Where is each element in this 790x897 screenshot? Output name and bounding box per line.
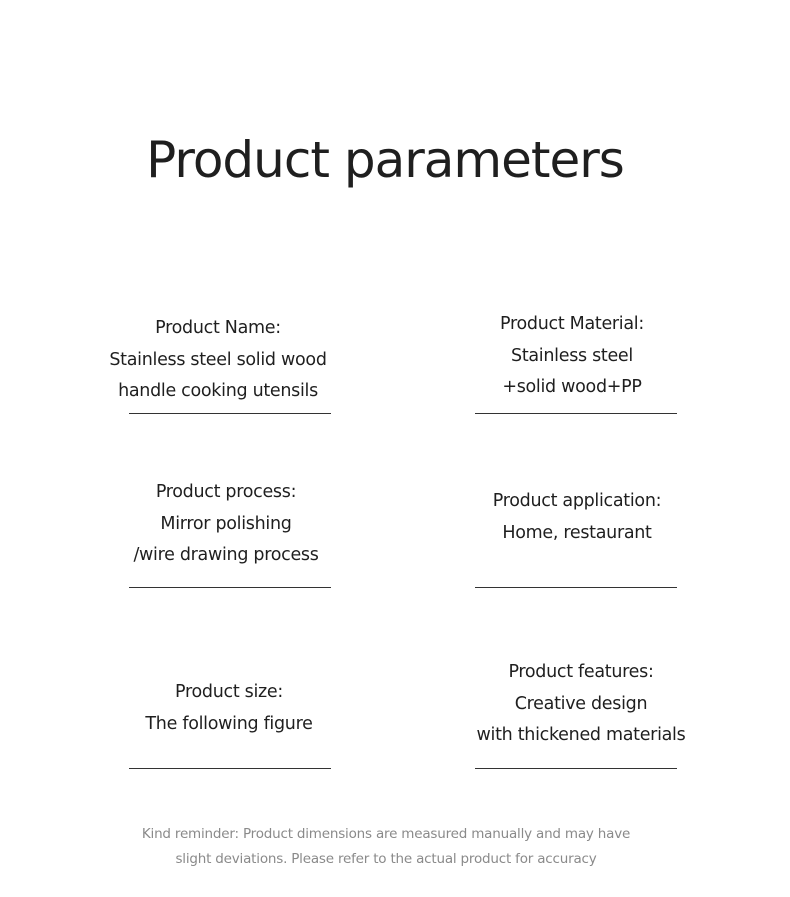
param-value: /wire drawing process xyxy=(133,545,319,565)
param-value: with thickened materials xyxy=(476,725,686,745)
param-value: The following figure xyxy=(145,713,313,734)
divider xyxy=(475,768,677,769)
param-label: Product application: xyxy=(492,491,662,511)
param-value: Stainless steel solid wood xyxy=(109,349,327,370)
param-value: Creative design xyxy=(514,693,648,714)
param-value: Stainless steel xyxy=(511,345,633,366)
param-value: handle cooking utensils xyxy=(118,381,318,401)
reminder-line: slight deviations. Please refer to the actual product for accuracy xyxy=(175,851,597,867)
param-value: +solid wood+PP xyxy=(502,377,642,397)
param-label: Product Name: xyxy=(155,318,281,338)
page-title: Product parameters xyxy=(146,131,624,189)
param-label: Product features: xyxy=(508,662,654,682)
param-label: Product Material: xyxy=(500,314,644,334)
param-product-size xyxy=(79,677,379,740)
kind-reminder xyxy=(0,822,772,872)
param-product-features xyxy=(431,657,731,752)
param-value: Mirror polishing xyxy=(160,513,292,534)
divider xyxy=(475,413,677,414)
divider xyxy=(475,587,677,588)
divider xyxy=(129,768,331,769)
param-product-application xyxy=(427,486,727,549)
param-product-material xyxy=(422,309,722,404)
param-label: Product size: xyxy=(175,682,283,702)
param-label: Product process: xyxy=(155,482,297,502)
param-product-process xyxy=(76,477,376,572)
param-value: Home, restaurant xyxy=(502,522,652,543)
param-product-name xyxy=(68,313,368,408)
divider xyxy=(129,587,331,588)
divider xyxy=(129,413,331,414)
reminder-line: Kind reminder: Product dimensions are measured manually and may have xyxy=(141,826,631,842)
